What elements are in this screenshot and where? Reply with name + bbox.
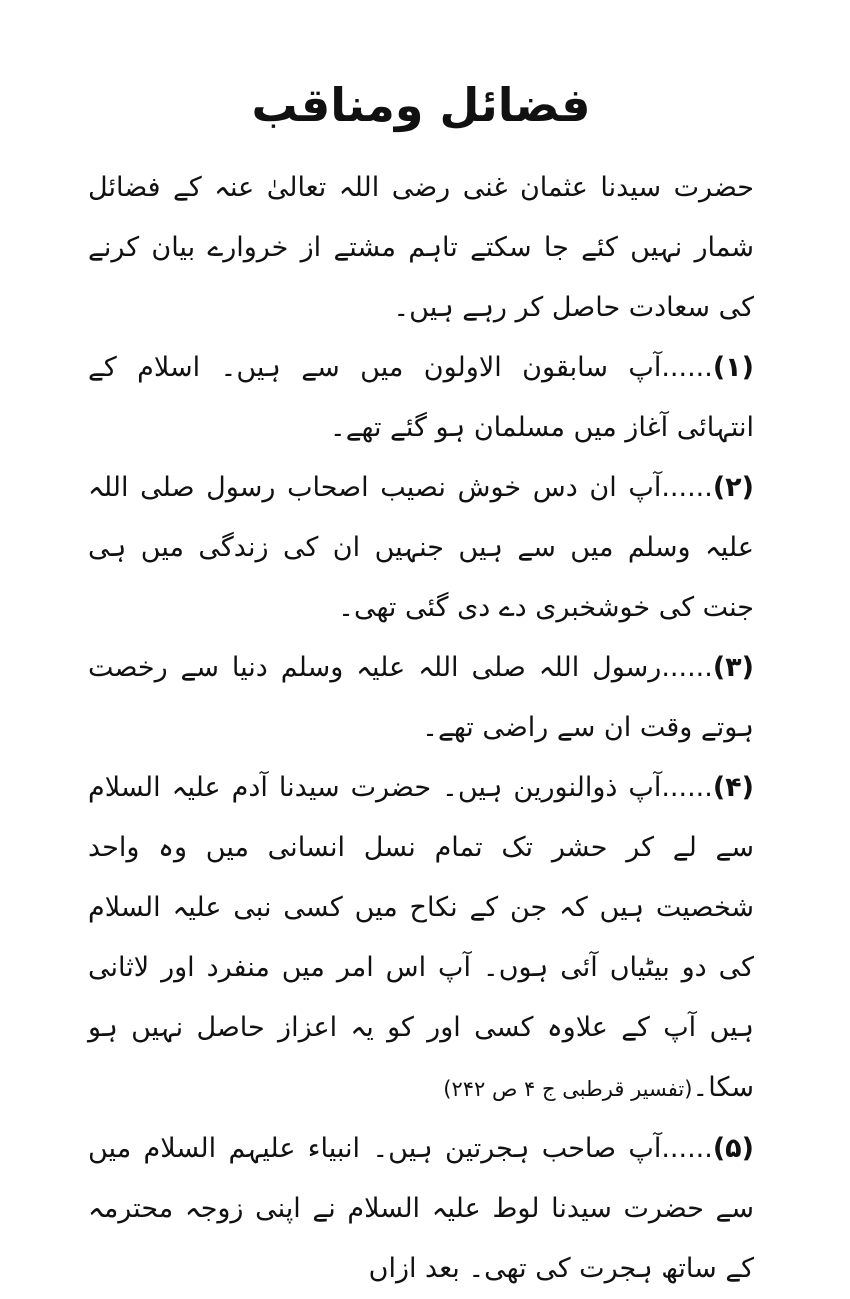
- item-text: ......رسول اللہ صلی اللہ علیہ وسلم دنیا سے رخصت ہوتے وقت ان سے راضی تھے۔: [88, 652, 754, 743]
- item-number: (۴): [712, 772, 754, 803]
- item-text: ......آپ صاحب ہجرتین ہیں۔ انبیاء علیہم السلام میں سے حضرت سیدنا لوط علیہ السلام نے اپنی زوجہ محترمہ کے ساتھ ہجرت کی تھی۔ بعد ازاں: [88, 1133, 754, 1284]
- item-text: ......آپ ان دس خوش نصیب اصحاب رسول صلی اللہ علیہ وسلم میں سے ہیں جنہیں ان کی زندگی میں ہی جنت کی خوشخبری دے دی گئی تھی۔: [88, 472, 754, 623]
- list-item: [88, 458, 754, 638]
- item-number: (۲): [712, 472, 754, 503]
- item-text: ......آپ ذوالنورین ہیں۔ حضرت سیدنا آدم علیہ السلام سے لے کر حشر تک تمام نسل انسانی میں وہ واحد شخصیت ہیں کہ جن کے نکاح میں کسی نبی علیہ السلام کی دو بیٹیاں آئی ہوں۔ آپ اس امر میں منفرد اور لاثانی ہیں آپ کے علاوہ کسی اور کو یہ اعزاز حاصل نہیں ہو سکا۔: [88, 772, 754, 1103]
- page-title: فضائل ومناقب: [251, 78, 591, 132]
- item-text: ......آپ سابقون الاولون میں سے ہیں۔ اسلام کے انتہائی آغاز میں مسلمان ہو گئے تھے۔: [88, 352, 754, 443]
- list-item: [88, 638, 754, 758]
- document-body: [88, 158, 754, 1299]
- item-number: (۱): [712, 352, 754, 383]
- list-item: [88, 338, 754, 458]
- intro-paragraph: حضرت سیدنا عثمان غنی رضی اللہ تعالیٰ عنہ کے فضائل شمار نہیں کئے جا سکتے تاہم مشتے از خروارے بیان کرنے کی سعادت حاصل کر رہے ہیں۔: [88, 172, 754, 323]
- list-item: [88, 1119, 754, 1299]
- item-number: (۵): [712, 1133, 754, 1164]
- citation-reference: (تفسیر قرطبی ج ۴ ص ۲۴۲): [443, 1077, 693, 1101]
- list-item: [88, 758, 754, 1119]
- item-number: (۳): [712, 652, 754, 683]
